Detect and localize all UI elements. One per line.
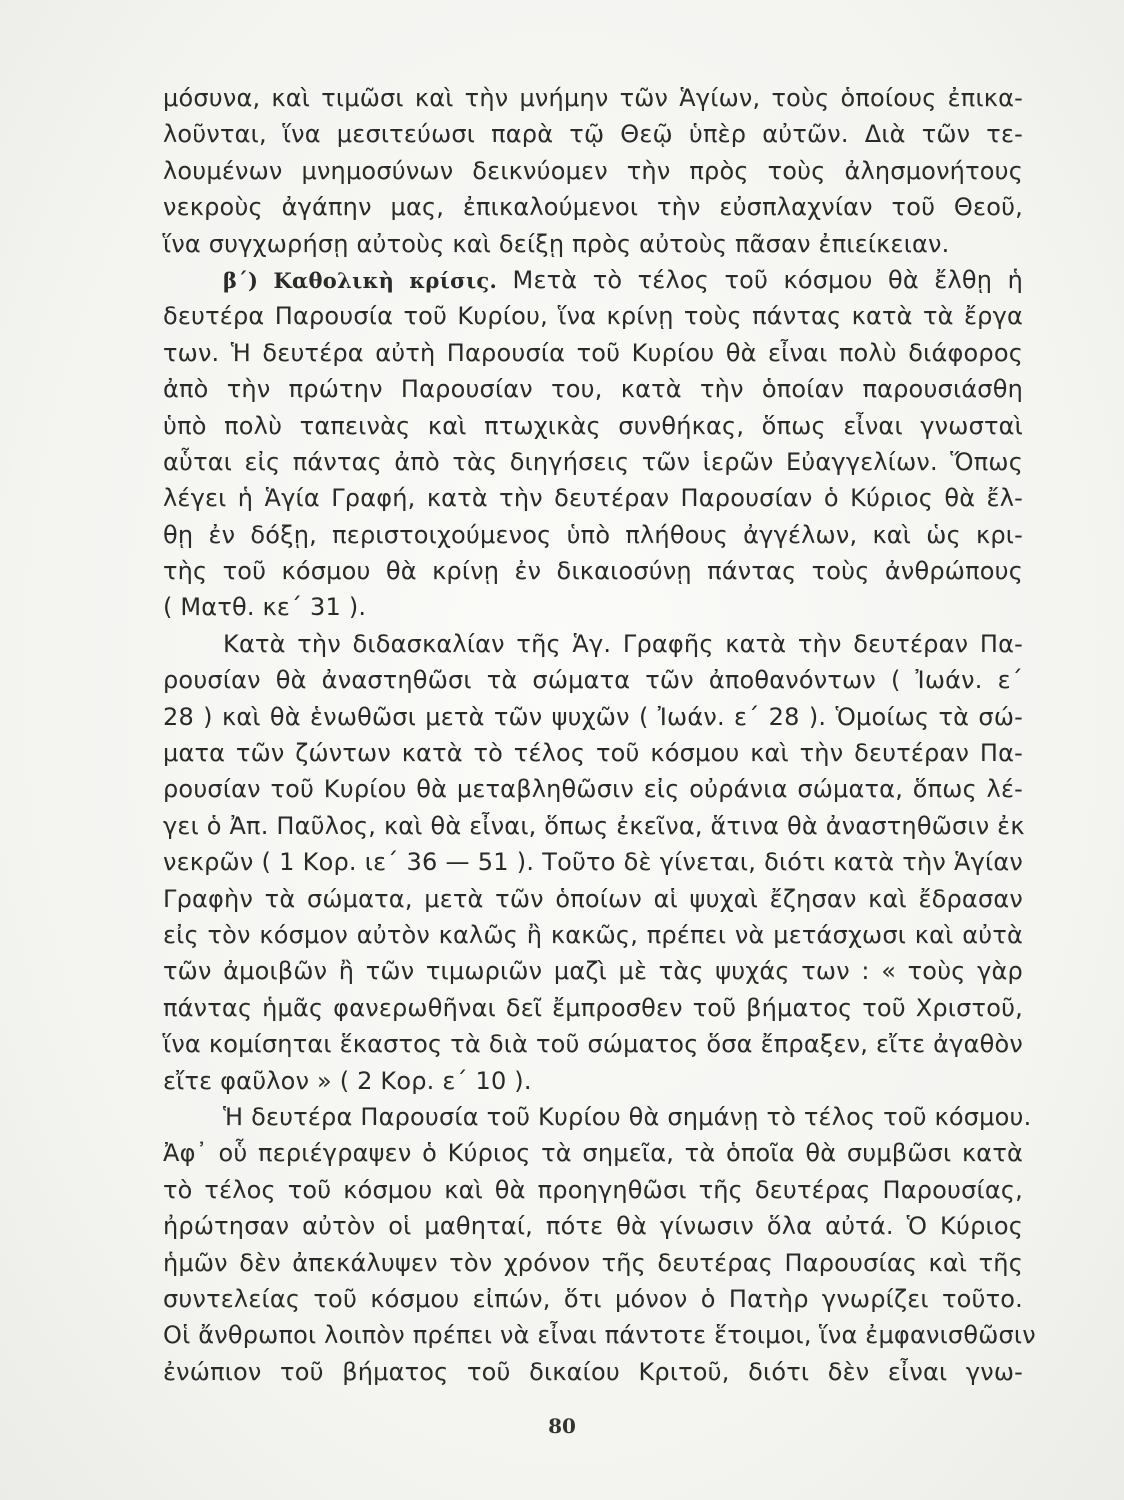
text-line: ἠρώτησαν αὐτὸν οἱ μαθηταί, πότε θὰ γίνωσιν ὅλα αὐτά. Ὁ Κύριος bbox=[163, 1212, 1023, 1241]
text-line: των. Ἡ δευτέρα αὐτὴ Παρουσία τοῦ Κυρίου θὰ εἶναι πολὺ διάφορος bbox=[163, 338, 1023, 367]
text-line: ( Ματθ. κε΄ 31 ). bbox=[163, 593, 367, 622]
section-first-line bbox=[163, 262, 1023, 298]
text-line: τῶν ἀμοιβῶν ἢ τῶν τιμωριῶν μαζὶ μὲ τὰς ψυχάς των : « τοὺς γὰρ bbox=[163, 957, 1023, 986]
page-number: 80 bbox=[548, 1414, 576, 1438]
text-line: τὴς τοῦ κόσμου θὰ κρίνῃ ἐν δικαιοσύνῃ πάντας τοὺς ἀνθρώπους bbox=[163, 557, 1023, 586]
text-line: αὗται εἰς πάντας ἀπὸ τὰς διηγήσεις τῶν ἱερῶν Εὐαγγελίων. Ὅπως bbox=[163, 447, 1023, 476]
text-line: ἵνα κομίσηται ἕκαστος τὰ διὰ τοῦ σώματος ὅσα ἔπραξεν, εἴτε ἀγαθὸν bbox=[163, 1030, 1023, 1059]
section-first-line-text: Μετὰ τὸ τέλος τοῦ κόσμου θὰ ἔλθῃ ἡ bbox=[512, 265, 1023, 294]
text-line: εἰς τὸν κόσμον αὐτὸν καλῶς ἢ κακῶς, πρέπει νὰ μετάσχωσι καὶ αὐτὰ bbox=[163, 920, 1023, 949]
text-line: μόσυνα, καὶ τιμῶσι καὶ τὴν μνήμην τῶν Ἁγίων, τοὺς ὁποίους ἐπικα- bbox=[163, 84, 1023, 112]
text-line: 28 ) καὶ θὰ ἑνωθῶσι μετὰ τῶν ψυχῶν ( Ἰωάν. ε΄ 28 ). Ὁμοίως τὰ σώ- bbox=[163, 702, 1023, 731]
text-line: ἵνα συγχωρήσῃ αὐτοὺς καὶ δείξῃ πρὸς αὐτοὺς πᾶσαν ἐπιείκειαν. bbox=[163, 229, 950, 258]
text-line: λουμένων μνημοσύνων δεικνύομεν τὴν πρὸς τοὺς ἀλησμονήτους bbox=[163, 156, 1023, 185]
text-line: θῃ ἐν δόξῃ, περιστοιχούμενος ὑπὸ πλήθους ἀγγέλων, καὶ ὡς κρι- bbox=[163, 520, 1023, 549]
text-line: ἀπὸ τὴν πρώτην Παρουσίαν του, κατὰ τὴν ὁποίαν παρουσιάσθη bbox=[163, 375, 1023, 404]
text-line: ρουσίαν θὰ ἀναστηθῶσι τὰ σώματα τῶν ἀποθανόντων ( Ἰωάν. ε΄ bbox=[163, 666, 1023, 695]
text-line: νεκροὺς ἀγάπην μας, ἐπικαλούμενοι τὴν εὐσπλαχνίαν τοῦ Θεοῦ, bbox=[163, 193, 1023, 222]
text-line: δευτέρα Παρουσία τοῦ Κυρίου, ἵνα κρίνῃ τοὺς πάντας κατὰ τὰ ἔργα bbox=[163, 302, 1023, 331]
text-line: Γραφὴν τὰ σώματα, μετὰ τῶν ὁποίων αἱ ψυχαὶ ἔζησαν καὶ ἔδρασαν bbox=[163, 884, 1023, 913]
text-line: ἡμῶν δὲν ἀπεκάλυψεν τὸν χρόνον τῆς δευτέρας Παρουσίας καὶ τῆς bbox=[163, 1248, 1023, 1277]
text-line: Ἡ δευτέρα Παρουσία τοῦ Κυρίου θὰ σημάνῃ τὸ τέλος τοῦ κόσμου. bbox=[223, 1102, 1032, 1131]
text-line: ἐνώπιον τοῦ βήματος τοῦ δικαίου Κριτοῦ, διότι δὲν εἶναι γνω- bbox=[163, 1357, 1023, 1386]
text-line: ὑπὸ πολὺ ταπεινὰς καὶ πτωχικὰς συνθήκας, ὅπως εἶναι γνωσταὶ bbox=[163, 411, 1023, 440]
text-line: λέγει ἡ Ἁγία Γραφή, κατὰ τὴν δευτέραν Παρουσίαν ὁ Κύριος θὰ ἔλ- bbox=[163, 484, 1023, 513]
text-line: πάντας ἡμᾶς φανερωθῆναι δεῖ ἔμπροσθεν τοῦ βήματος τοῦ Χριστοῦ, bbox=[163, 993, 1023, 1022]
section-heading: β΄) Καθολικὴ κρίσις. bbox=[223, 267, 498, 293]
text-line: συντελείας τοῦ κόσμου εἰπών, ὅτι μόνον ὁ Πατὴρ γνωρίζει τοῦτο. bbox=[163, 1284, 1023, 1313]
text-line: Κατὰ τὴν διδασκαλίαν τῆς Ἁγ. Γραφῆς κατὰ τὴν δευτέραν Πα- bbox=[223, 629, 1023, 658]
text-line: ματα τῶν ζώντων κατὰ τὸ τέλος τοῦ κόσμου καὶ τὴν δευτέραν Πα- bbox=[163, 739, 1023, 768]
text-line: γει ὁ Ἀπ. Παῦλος, καὶ θὰ εἶναι, ὅπως ἐκεῖνα, ἅτινα θὰ ἀναστηθῶσιν ἐκ bbox=[163, 811, 1025, 840]
text-line: τὸ τέλος τοῦ κόσμου καὶ θὰ προηγηθῶσι τῆς δευτέρας Παρουσίας, bbox=[163, 1175, 1023, 1204]
text-line: λοῦνται, ἵνα μεσιτεύωσι παρὰ τῷ Θεῷ ὑπὲρ αὐτῶν. Διὰ τῶν τε- bbox=[163, 120, 1023, 149]
text-line: νεκρῶν ( 1 Κορ. ιε΄ 36 — 51 ). Τοῦτο δὲ γίνεται, διότι κατὰ τὴν Ἁγίαν bbox=[163, 848, 1023, 877]
text-line: ρουσίαν τοῦ Κυρίου θὰ μεταβληθῶσιν εἰς οὐράνια σώματα, ὅπως λέ- bbox=[163, 775, 1023, 804]
text-line: Οἱ ἄνθρωποι λοιπὸν πρέπει νὰ εἶναι πάντοτε ἕτοιμοι, ἵνα ἐμφανισθῶσιν bbox=[163, 1321, 1036, 1350]
text-line: εἴτε φαῦλον » ( 2 Κορ. ε΄ 10 ). bbox=[163, 1066, 532, 1095]
text-line: Ἀφ᾽ οὗ περιέγραψεν ὁ Κύριος τὰ σημεῖα, τὰ ὁποῖα θὰ συμβῶσι κατὰ bbox=[163, 1139, 1023, 1168]
body-text bbox=[163, 80, 1036, 1390]
